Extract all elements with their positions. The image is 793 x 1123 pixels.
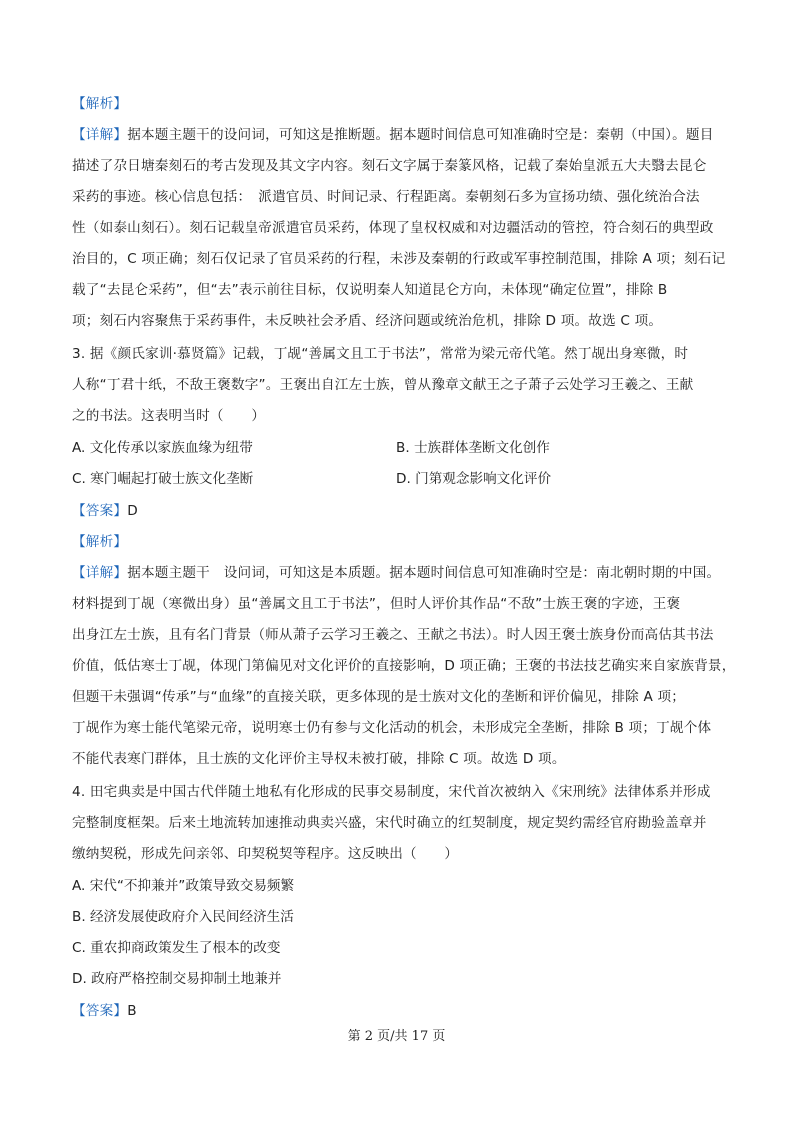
text-line: 治目的，C 项正确；刻石仅记录了官员采药的行程，未涉及秦朝的行政或军事控制范围，排除 A 项；刻石记 [72, 251, 726, 267]
question-stem-line: 完整制度框架。后来土地流转加速推动典卖兴盛，宋代时确立的红契制度，规定契约需经官府勘验盖章并 [72, 815, 707, 831]
answer-value: B [127, 1003, 137, 1019]
answer-line [72, 1001, 137, 1021]
question-stem-line: 3. 据《颜氏家训·慕贤篇》记载，丁觇“善属文且工于书法”，常常为梁元帝代笔。然丁觇出身寒微，时 [72, 346, 689, 362]
question-stem-line: 4. 田宅典卖是中国古代伴随土地私有化形成的民事交易制度，宋代首次被纳入《宋刑统》法律体系并形成 [72, 784, 711, 800]
option-d: D. 政府严格控制交易抑制土地兼并 [72, 971, 282, 987]
answer-label: 【答案】 [72, 503, 128, 519]
text-line: 项；刻石内容聚焦于采药事件，未反映社会矛盾、经济问题或统治危机，排除 D 项。故选 C 项。 [72, 313, 663, 329]
detail-label: 【详解】 [72, 565, 128, 581]
answer-label: 【答案】 [72, 1003, 128, 1019]
text-line [72, 563, 720, 583]
option-d: D. 门第观念影响文化评价 [396, 471, 552, 487]
text-line: 描述了尕日塘秦刻石的考古发现及其文字内容。刻石文字属于秦篆风格，记载了秦始皇派五大夫翳去昆仑 [72, 158, 707, 174]
text-line: 出身江左士族，且有名门背景（师从萧子云学习王羲之、王献之书法）。时人因王褒士族身份而高估其书法 [72, 627, 714, 643]
text-line: 材料提到丁觇（寒微出身）虽“善属文且工于书法”，但时人评价其作品“不敌”士族王褒的字迹，王褒 [72, 596, 681, 612]
analysis-label: 【解析】 [72, 534, 128, 550]
text-segment: 据本题主题干 设问词，可知这是本质题。据本题时间信息可知准确时空是：南北朝时期的中国。 [127, 565, 721, 581]
answer-value: D [127, 503, 138, 519]
text-line: 性（如泰山刻石）。刻石记载皇帝派遣官员采药，体现了皇权权威和对边疆活动的管控，符合刻石的典型政 [72, 220, 714, 236]
text-line: 不能代表寒门群体，且士族的文化评价主导权未被打破，排除 C 项。故选 D 项。 [72, 751, 566, 767]
option-b: B. 经济发展使政府介入民间经济生活 [72, 909, 294, 925]
answer-line [72, 501, 138, 521]
question-stem-line: 缴纳契税，形成先问亲邻、印契税契等程序。这反映出（ ） [72, 846, 459, 862]
text-line [72, 125, 714, 145]
option-a: A. 宋代“不抑兼并”政策导致交易频繁 [72, 878, 295, 894]
page-footer: 第 2 页/共 17 页 [347, 1029, 446, 1044]
text-line: 价值，低估寒士丁觇，体现门第偏见对文化评价的直接影响，D 项正确；王褒的书法技艺确实来自家族背景， [72, 658, 736, 674]
text-line: 采药的事迹。核心信息包括： 派遣官员、时间记录、行程距离。秦朝刻石多为宣扬功绩、强化统治合法 [72, 189, 700, 205]
option-a: A. 文化传承以家族血缘为纽带 [72, 440, 253, 456]
option-b: B. 士族群体垄断文化创作 [396, 440, 550, 456]
option-c: C. 寒门崛起打破士族文化垄断 [72, 471, 254, 487]
analysis-label: 【解析】 [72, 96, 128, 112]
detail-label: 【详解】 [72, 127, 128, 143]
question-stem-line: 之的书法。这表明当时（ ） [72, 408, 266, 424]
text-line: 但题干未强调“传承”与“血缘”的直接关联，更多体现的是士族对文化的垄断和评价偏见，排除 A 项； [72, 689, 686, 705]
question-stem-line: 人称“丁君十纸，不敌王褒数字”。王褒出自江左士族，曾从豫章文献王之子萧子云处学习王羲之、王献 [72, 377, 694, 393]
text-line: 丁觇作为寒士能代笔梁元帝，说明寒士仍有参与文化活动的机会，未形成完全垄断，排除 B 项；丁觇个体 [72, 720, 712, 736]
text-line: 载了“去昆仑采药”，但“去”表示前往目标，仅说明秦人知道昆仑方向，未体现“确定位置”，排除 B [72, 282, 668, 298]
text-segment: 据本题主题干的设问词，可知这是推断题。据本题时间信息可知准确时空是：秦朝（中国）。题目 [127, 127, 714, 143]
option-c: C. 重农抑商政策发生了根本的改变 [72, 940, 281, 956]
